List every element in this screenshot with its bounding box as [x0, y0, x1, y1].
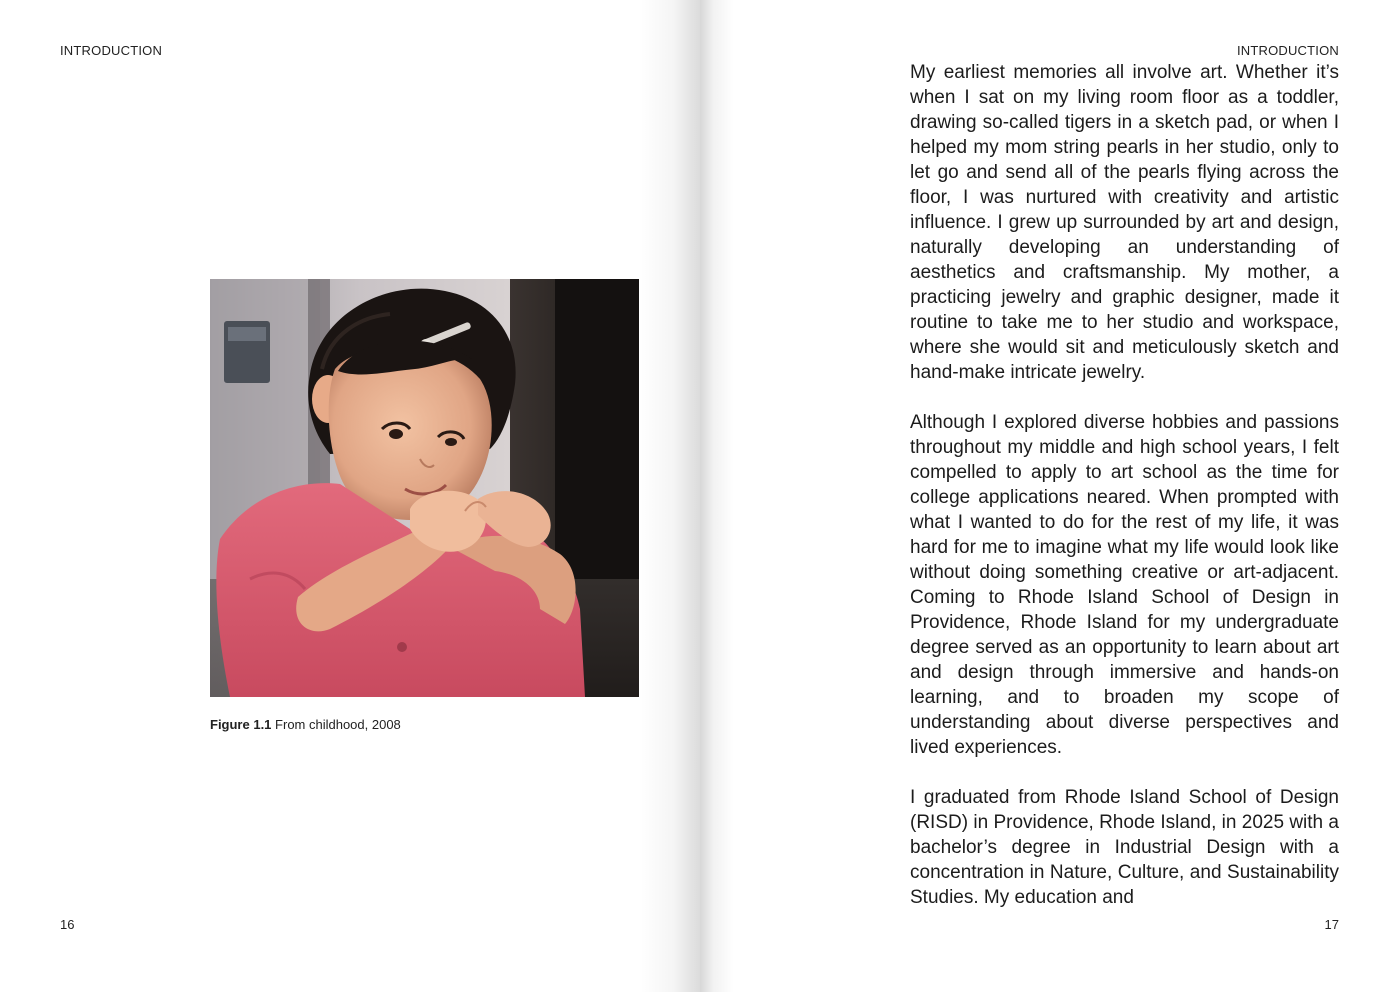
body-text — [910, 60, 1339, 910]
childhood-photo — [210, 279, 639, 697]
figure-caption-text: From childhood, 2008 — [275, 717, 401, 732]
right-page — [700, 0, 1400, 992]
page-number-right: 17 — [1324, 917, 1339, 932]
paragraph-1: My earliest memories all involve art. Whether it’s when I sat on my living room floor as a toddler, drawing so-called tigers in a sketch pad, or when I helped my mom string pearls in her studio, only to let go and send all of the pearls flying across the floor, I was nurtured with creativity and artistic influence. I grew up surrounded by art and design, naturally developing an understanding of aesthetics and craftsmanship. My mother, a practicing jewelry and graphic designer, made it routine to take me to her studio and workspace, where she would sit and meticulously sketch and hand-make intricate jewelry. — [910, 62, 1339, 383]
page-number-left: 16 — [60, 917, 75, 932]
figure-caption — [210, 717, 401, 733]
paragraph-3: I graduated from Rhode Island School of Design (RISD) in Providence, Rhode Island, in 2025 with a bachelor’s degree in Industrial Design with a concentration in Nature, Culture, and Sustainability Studies. My education and — [910, 787, 1339, 908]
figure-label: Figure 1.1 — [210, 717, 272, 732]
paragraph-2: Although I explored diverse hobbies and passions throughout my middle and high school years, I felt compelled to apply to art school as the time for college applications neared. When prompted with what I wanted to do for the rest of my life, it was hard for me to imagine what my life would look like without doing something creative or art-adjacent. Coming to Rhode Island School of Design in Providence, Rhode Island for my undergraduate degree served as an opportunity to learn about art and design through immersive and hands-on learning, and to broaden my scope of understanding about diverse perspectives and lived experiences. — [910, 412, 1339, 758]
running-head-left: INTRODUCTION — [60, 43, 163, 58]
running-head-right: INTRODUCTION — [1236, 43, 1339, 58]
